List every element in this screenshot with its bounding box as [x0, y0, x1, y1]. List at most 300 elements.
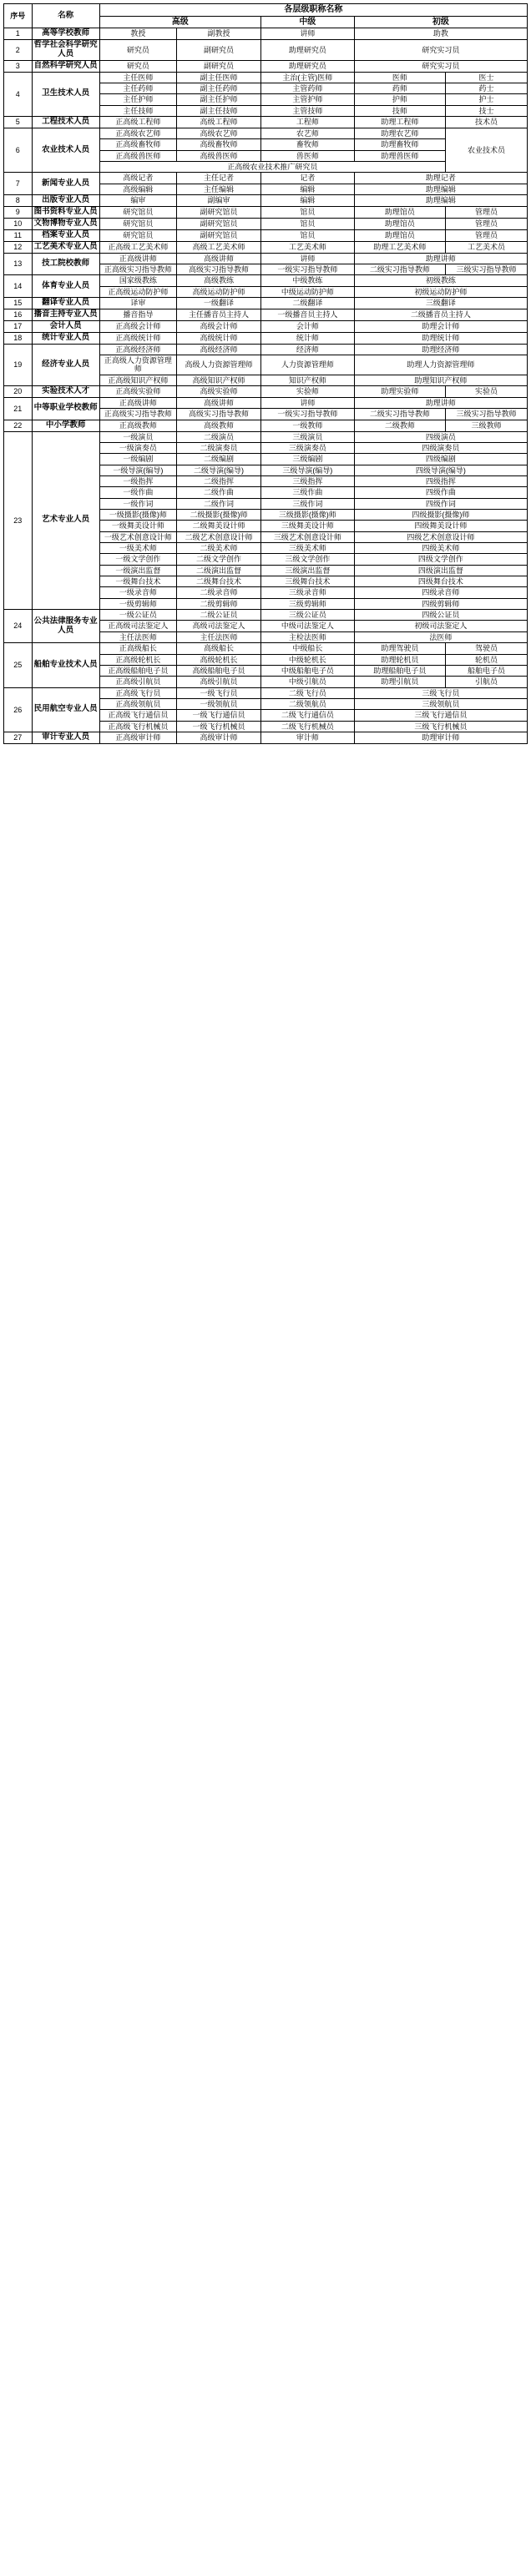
- table-row: [4, 241, 528, 253]
- title-cell: 一级领航员: [177, 698, 261, 709]
- title-cell: 二级公证员: [177, 610, 261, 621]
- title-cell: 高级会计师: [177, 320, 261, 332]
- title-cell: 译审: [99, 298, 176, 309]
- title-cell: 正高级实习指导教师: [99, 409, 176, 420]
- title-cell: 主任技师: [99, 105, 176, 116]
- title-cell: 高级统计师: [177, 332, 261, 344]
- title-cell: 助理人力资源管理师: [354, 355, 527, 375]
- table-row: [4, 275, 528, 286]
- table-row: [4, 39, 528, 60]
- row-index: 2: [4, 39, 33, 60]
- title-cell: 三级翻译: [354, 298, 527, 309]
- title-cell: 助理讲师: [354, 398, 527, 409]
- table-row: [4, 28, 528, 40]
- title-cell: 研究馆员: [99, 206, 176, 218]
- title-cell: 管理员: [445, 229, 527, 241]
- title-cell: 助理讲师: [354, 253, 527, 264]
- table-row: [4, 128, 528, 138]
- title-cell: 主任法医师: [99, 631, 176, 642]
- title-cell: 中级轮机长: [260, 654, 354, 665]
- title-cell: 播音指导: [99, 309, 176, 320]
- title-cell: 副主任护师: [177, 94, 261, 105]
- title-cell: 中级司法鉴定人: [260, 621, 354, 631]
- title-cell: 一级编剧: [99, 454, 176, 465]
- title-cell: 助理馆员: [354, 218, 445, 229]
- title-cell: 初级司法鉴定人: [354, 621, 527, 631]
- row-category-name: 艺术专业人员: [32, 431, 99, 610]
- title-cell: 护师: [354, 94, 445, 105]
- title-cell: 正高级领航员: [99, 698, 176, 709]
- row-index: 1: [4, 28, 33, 40]
- row-category-name: 新闻专业人员: [32, 173, 99, 195]
- title-cell: 主任护师: [99, 94, 176, 105]
- title-cell: 二级演员: [177, 431, 261, 442]
- table-row: [4, 332, 528, 344]
- title-cell: 助理馆员: [354, 229, 445, 241]
- job-title-table: [3, 3, 528, 744]
- row-category-name: 船舶专业技术人员: [32, 643, 99, 687]
- title-cell: 高级畜牧师: [177, 139, 261, 150]
- title-cell: 研究实习员: [354, 60, 527, 72]
- title-cell: 实验师: [260, 386, 354, 398]
- title-cell: 高级轮机长: [177, 654, 261, 665]
- title-cell: 高级讲师: [177, 253, 261, 264]
- title-cell: 二级指挥: [177, 476, 261, 487]
- title-cell: 一级翻译: [177, 298, 261, 309]
- row-category-name: 统计专业人员: [32, 332, 99, 344]
- title-cell: 助理经济师: [354, 344, 527, 355]
- title-cell: 二级美术师: [177, 543, 261, 554]
- title-cell: 一级实习指导教师: [260, 409, 354, 420]
- title-cell: 三级领航员: [354, 698, 527, 709]
- row-category-name: 工艺美术专业人员: [32, 241, 99, 253]
- title-cell: 正高级运动防护师: [99, 286, 176, 297]
- title-cell: 会计师: [260, 320, 354, 332]
- row-index: 17: [4, 320, 33, 332]
- row-index: 27: [4, 732, 33, 743]
- row-category-name: 出版专业人员: [32, 195, 99, 207]
- title-cell: 二级演奏员: [177, 442, 261, 453]
- title-cell: 高级教练: [177, 275, 261, 286]
- table-row: [4, 320, 528, 332]
- title-cell: 四级摄影(摄像)师: [354, 510, 527, 521]
- row-category-name: 自然科学研究人员: [32, 60, 99, 72]
- document-page: [0, 0, 531, 752]
- title-cell: 三级演出监督: [260, 565, 354, 576]
- title-cell: 一级舞台技术: [99, 576, 176, 587]
- row-category-name: 审计专业人员: [32, 732, 99, 743]
- title-cell: 技术员: [445, 117, 527, 128]
- row-category-name: 图书资料专业人员: [32, 206, 99, 218]
- row-category-name: 农业技术人员: [32, 128, 99, 172]
- title-cell: 正高级讲师: [99, 398, 176, 409]
- title-cell: 三级演员: [260, 431, 354, 442]
- title-cell: 副主任医师: [177, 72, 261, 83]
- title-cell: 一级实习指导教师: [260, 264, 354, 275]
- title-cell: 主治(主管)医师: [260, 72, 354, 83]
- title-cell: 二级录音师: [177, 587, 261, 598]
- title-cell: 二级飞行机械员: [260, 721, 354, 732]
- table-row: [4, 687, 528, 698]
- title-cell: 三级演奏员: [260, 442, 354, 453]
- table-row: [4, 117, 528, 128]
- row-index: 9: [4, 206, 33, 218]
- title-cell: 助理审计师: [354, 732, 527, 743]
- title-cell: 三级剪辑师: [260, 598, 354, 609]
- title-cell: 正高级飞行机械员: [99, 721, 176, 732]
- title-cell: 高级实习指导教师: [177, 409, 261, 420]
- title-cell: 馆员: [260, 229, 354, 241]
- table-row: [4, 218, 528, 229]
- title-cell: 正高级会计师: [99, 320, 176, 332]
- title-cell: 一级录音师: [99, 587, 176, 598]
- row-index: 11: [4, 229, 33, 241]
- title-cell: 四级剪辑师: [354, 598, 527, 609]
- title-cell: 一级播音员主持人: [260, 309, 354, 320]
- title-cell: 三级飞行机械员: [354, 721, 527, 732]
- table-row: [4, 610, 528, 621]
- title-cell: 正高级实验师: [99, 386, 176, 398]
- row-category-name: 高等学校教师: [32, 28, 99, 40]
- title-cell: 记者: [260, 173, 354, 184]
- row-index: 15: [4, 298, 33, 309]
- row-index: 6: [4, 128, 33, 172]
- title-cell: 研究员: [99, 39, 176, 60]
- title-cell: 一级指挥: [99, 476, 176, 487]
- title-cell: 副编审: [177, 195, 261, 207]
- title-cell: 二级翻译: [260, 298, 354, 309]
- table-row: [4, 643, 528, 654]
- title-cell: 三级录音师: [260, 587, 354, 598]
- title-cell: 正高级审计师: [99, 732, 176, 743]
- row-index: 14: [4, 275, 33, 298]
- title-cell: 高级兽医师: [177, 150, 261, 161]
- title-cell: 工艺美术师: [260, 241, 354, 253]
- title-cell: 一级飞行通信员: [177, 710, 261, 721]
- header-level-junior: 初级: [354, 16, 527, 28]
- row-index: 25: [4, 643, 33, 687]
- title-cell: 主检法医师: [260, 631, 354, 642]
- title-cell: 四级公证员: [354, 610, 527, 621]
- row-category-name: 哲学社会科学研究人员: [32, 39, 99, 60]
- row-category-name: 体育专业人员: [32, 275, 99, 298]
- row-index: 3: [4, 60, 33, 72]
- title-cell: 国家级教练: [99, 275, 176, 286]
- title-cell: 正高级司法鉴定人: [99, 621, 176, 631]
- row-index: 19: [4, 344, 33, 385]
- title-cell: 一级文学创作: [99, 554, 176, 565]
- header-group: 各层级职称名称: [99, 4, 527, 17]
- title-cell: 馆员: [260, 218, 354, 229]
- title-cell: 技士: [445, 105, 527, 116]
- title-cell: 副研究员: [177, 39, 261, 60]
- title-cell: 中级教练: [260, 275, 354, 286]
- title-cell: 护士: [445, 94, 527, 105]
- title-cell: 主任编辑: [177, 184, 261, 194]
- table-row: [4, 60, 528, 72]
- title-cell: 四级文学创作: [354, 554, 527, 565]
- title-cell: 正高级船长: [99, 643, 176, 654]
- title-cell: 三级文学创作: [260, 554, 354, 565]
- row-category-name: 公共法律服务专业人员: [32, 610, 99, 643]
- title-cell: 高级经济师: [177, 344, 261, 355]
- row-index: 20: [4, 386, 33, 398]
- title-cell: 高级人力资源管理师: [177, 355, 261, 375]
- title-cell: 高级讲师: [177, 398, 261, 409]
- title-cell: 正高级工程师: [99, 117, 176, 128]
- title-cell: 三级公证员: [260, 610, 354, 621]
- title-cell: 四级美术师: [354, 543, 527, 554]
- title-cell: 四级作曲: [354, 487, 527, 498]
- table-row: [4, 229, 528, 241]
- title-cell: 三级编剧: [260, 454, 354, 465]
- title-cell: 三级舞美设计师: [260, 521, 354, 531]
- title-cell: 二级舞台技术: [177, 576, 261, 587]
- row-category-name: 技工院校教师: [32, 253, 99, 275]
- title-cell: 编辑: [260, 184, 354, 194]
- title-cell: 三级实习指导教师: [445, 264, 527, 275]
- row-index: 24: [4, 610, 33, 643]
- title-cell: 二级作词: [177, 498, 261, 509]
- table-row: [4, 344, 528, 355]
- title-cell: 四级舞台技术: [354, 576, 527, 587]
- title-cell: 三级作曲: [260, 487, 354, 498]
- title-cell: 中级船长: [260, 643, 354, 654]
- title-cell: 高级船舶电子员: [177, 665, 261, 676]
- header-name: 名称: [32, 4, 99, 28]
- title-cell: 助理编辑: [354, 184, 527, 194]
- title-cell: 副教授: [177, 28, 261, 40]
- row-category-name: 中小学教师: [32, 420, 99, 431]
- title-cell: 中级引航员: [260, 677, 354, 687]
- title-cell: 实验员: [445, 386, 527, 398]
- row-index: 10: [4, 218, 33, 229]
- row-index: 18: [4, 332, 33, 344]
- title-cell: 主任播音员主持人: [177, 309, 261, 320]
- title-cell: 高级实验师: [177, 386, 261, 398]
- title-cell: 二级演出监督: [177, 565, 261, 576]
- title-cell: 一级剪辑师: [99, 598, 176, 609]
- title-cell: 二级播音员主持人: [354, 309, 527, 320]
- row-index: 23: [4, 431, 33, 610]
- title-cell: 管理员: [445, 218, 527, 229]
- title-cell: 二级实习指导教师: [354, 264, 445, 275]
- title-cell: 四级演出监督: [354, 565, 527, 576]
- title-cell: 高级编辑: [99, 184, 176, 194]
- title-cell: 二级编剧: [177, 454, 261, 465]
- title-cell: 主管技师: [260, 105, 354, 116]
- title-cell: 正高级人力资源管理师: [99, 355, 176, 375]
- title-cell: 主任药师: [99, 83, 176, 94]
- title-cell: 高级知识产权师: [177, 375, 261, 385]
- title-cell: 编审: [99, 195, 176, 207]
- row-category-name: 中等职业学校教师: [32, 398, 99, 420]
- title-cell: 正高级统计师: [99, 332, 176, 344]
- row-category-name: 会计人员: [32, 320, 99, 332]
- title-cell: 二级作曲: [177, 487, 261, 498]
- title-cell: 一级飞行机械员: [177, 721, 261, 732]
- title-cell: 引航员: [445, 677, 527, 687]
- row-index: 7: [4, 173, 33, 195]
- title-cell: 一级摄影(摄像)师: [99, 510, 176, 521]
- title-cell: 助理畜牧师: [354, 139, 445, 150]
- title-cell: 二级剪辑师: [177, 598, 261, 609]
- title-cell: 法医师: [354, 631, 527, 642]
- title-cell: 药师: [354, 83, 445, 94]
- title-cell: 高级运动防护师: [177, 286, 261, 297]
- title-cell: 正高级工艺美术师: [99, 241, 176, 253]
- title-cell: 高级实习指导教师: [177, 264, 261, 275]
- title-cell: 编辑: [260, 195, 354, 207]
- title-cell: 讲师: [260, 253, 354, 264]
- title-cell: 四级编剧: [354, 454, 527, 465]
- title-cell: 四级指挥: [354, 476, 527, 487]
- title-cell: 三级摄影(摄像)师: [260, 510, 354, 521]
- title-cell: 一级演员: [99, 431, 176, 442]
- title-cell: 医师: [354, 72, 445, 83]
- title-cell: 助教: [354, 28, 527, 40]
- title-cell: 教授: [99, 28, 176, 40]
- title-cell: 副主任技师: [177, 105, 261, 116]
- title-cell: 四级导演(编导): [354, 465, 527, 475]
- title-cell: 中级船舶电子员: [260, 665, 354, 676]
- title-cell: 高级农艺师: [177, 128, 261, 138]
- row-index: 8: [4, 195, 33, 207]
- row-category-name: 民用航空专业人员: [32, 687, 99, 732]
- title-cell: 四级演奏员: [354, 442, 527, 453]
- title-cell: 一级美术师: [99, 543, 176, 554]
- title-cell: 副研究馆员: [177, 218, 261, 229]
- title-cell: 农艺师: [260, 128, 354, 138]
- title-cell: 二级摄影(摄像)师: [177, 510, 261, 521]
- title-cell: 知识产权师: [260, 375, 354, 385]
- title-cell: 研究馆员: [99, 229, 176, 241]
- table-row: [4, 386, 528, 398]
- title-cell: 一级教师: [260, 420, 354, 431]
- title-cell: 高级司法鉴定人: [177, 621, 261, 631]
- title-cell: 正高级兽医师: [99, 150, 176, 161]
- title-cell: 助理实验师: [354, 386, 445, 398]
- title-cell: 一级作词: [99, 498, 176, 509]
- table-row: [4, 173, 528, 184]
- title-cell: 助理工程师: [354, 117, 445, 128]
- table-row: [4, 72, 528, 83]
- title-cell: 二级导演(编导): [177, 465, 261, 475]
- title-cell: 一级飞行员: [177, 687, 261, 698]
- title-cell: 正高级引航员: [99, 677, 176, 687]
- row-index: 16: [4, 309, 33, 320]
- title-cell: 船舶电子员: [445, 665, 527, 676]
- title-cell: 助理兽医师: [354, 150, 445, 161]
- title-cell: 讲师: [260, 28, 354, 40]
- title-cell: 一级演奏员: [99, 442, 176, 453]
- row-category-name: 实验技术人才: [32, 386, 99, 398]
- title-cell: 四级舞美设计师: [354, 521, 527, 531]
- title-cell: 二级教师: [354, 420, 445, 431]
- title-cell: 工程师: [260, 117, 354, 128]
- title-cell: 三级舞台技术: [260, 576, 354, 587]
- title-cell: 正高级轮机长: [99, 654, 176, 665]
- title-cell: 助理引航员: [354, 677, 445, 687]
- title-cell: 高级引航员: [177, 677, 261, 687]
- table-row: [4, 398, 528, 409]
- title-cell: 正高级教师: [99, 420, 176, 431]
- title-cell: 审计师: [260, 732, 354, 743]
- row-category-name: 经济专业人员: [32, 344, 99, 385]
- title-cell: 一级公证员: [99, 610, 176, 621]
- title-cell: 高级工艺美术师: [177, 241, 261, 253]
- title-cell: 高级工程师: [177, 117, 261, 128]
- title-cell: 正高级讲师: [99, 253, 176, 264]
- title-cell: 三级美术师: [260, 543, 354, 554]
- title-cell: 工艺美术员: [445, 241, 527, 253]
- row-index: 21: [4, 398, 33, 420]
- title-cell: 助理馆员: [354, 206, 445, 218]
- title-cell: 主任法医师: [177, 631, 261, 642]
- title-cell: 三级导演(编导): [260, 465, 354, 475]
- title-cell: 高级审计师: [177, 732, 261, 743]
- title-cell: 主任记者: [177, 173, 261, 184]
- title-cell: 驾驶员: [445, 643, 527, 654]
- title-cell: 助理记者: [354, 173, 527, 184]
- title-cell: 助理工艺美术师: [354, 241, 445, 253]
- row-index: 13: [4, 253, 33, 275]
- title-cell: 正高级经济师: [99, 344, 176, 355]
- table-body: [4, 28, 528, 744]
- table-row: [4, 420, 528, 431]
- title-cell: 助理会计师: [354, 320, 527, 332]
- title-cell: 二级飞行通信员: [260, 710, 354, 721]
- table-row: [4, 732, 528, 743]
- row-index: 26: [4, 687, 33, 732]
- title-cell: 助理驾驶员: [354, 643, 445, 654]
- table-row: [4, 195, 528, 207]
- title-cell: 统计师: [260, 332, 354, 344]
- title-cell: 正高级农艺师: [99, 128, 176, 138]
- title-cell: 研究馆员: [99, 218, 176, 229]
- title-cell: 助理研究员: [260, 60, 354, 72]
- title-cell: 二级领航员: [260, 698, 354, 709]
- title-cell: 正高级实习指导教师: [99, 264, 176, 275]
- title-cell: 二级艺术创意设计师: [177, 531, 261, 542]
- title-cell: 药士: [445, 83, 527, 94]
- row-category-name: 播音主持专业人员: [32, 309, 99, 320]
- title-cell: 三级艺术创意设计师: [260, 531, 354, 542]
- row-category-name: 档案专业人员: [32, 229, 99, 241]
- row-index: 5: [4, 117, 33, 128]
- title-cell: 三级飞行员: [354, 687, 527, 698]
- title-cell: 正高级飞行通信员: [99, 710, 176, 721]
- title-cell: 医士: [445, 72, 527, 83]
- title-cell: 研究实习员: [354, 39, 527, 60]
- title-cell: 一级艺术创意设计师: [99, 531, 176, 542]
- title-cell: 四级演员: [354, 431, 527, 442]
- title-cell: 正高级农业技术推广研究员: [99, 162, 445, 173]
- table-row: [4, 253, 528, 264]
- row-category-name: 卫生技术人员: [32, 72, 99, 116]
- table-header-row-1: [4, 4, 528, 17]
- title-cell: 正高级畜牧师: [99, 139, 176, 150]
- title-cell: 四级作词: [354, 498, 527, 509]
- title-cell: 三级指挥: [260, 476, 354, 487]
- header-level-senior: 高级: [99, 16, 260, 28]
- title-cell: 副研究员: [177, 60, 261, 72]
- title-cell: 一级舞美设计师: [99, 521, 176, 531]
- table-row: [4, 431, 528, 442]
- title-cell: 助理研究员: [260, 39, 354, 60]
- title-cell: 三级教师: [445, 420, 527, 431]
- title-cell: 三级实习指导教师: [445, 409, 527, 420]
